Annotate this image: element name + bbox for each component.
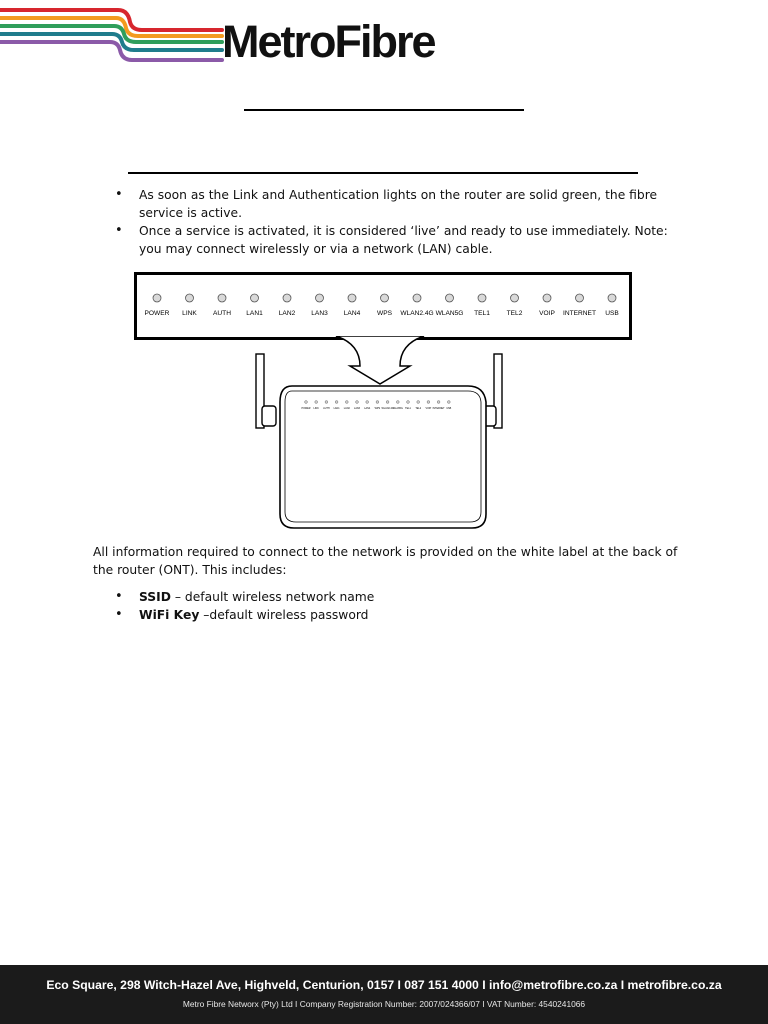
list-item-ssid: • SSID – default wireless network name bbox=[139, 588, 639, 606]
router-led-label: WLAN5G bbox=[392, 407, 403, 410]
led-power-indicator bbox=[153, 294, 161, 302]
led-lan1-indicator bbox=[251, 294, 259, 302]
title-rule bbox=[244, 109, 524, 111]
logo-wordmark: MetroFibre bbox=[222, 16, 435, 67]
router-led-label: LINK bbox=[313, 407, 319, 410]
led-wps-indicator bbox=[381, 294, 389, 302]
led-label: WLAN5G bbox=[435, 310, 464, 317]
router-led-label: INTERNET bbox=[432, 407, 445, 410]
led-voip-indicator bbox=[543, 294, 551, 302]
led-label: LAN4 bbox=[343, 310, 361, 317]
list-item: • Once a service is activated, it is considered ‘live’ and ready to use immediately. Note: you may connect wirelessly or via a network (LAN) cable. bbox=[139, 222, 679, 258]
router-led-label: LAN1 bbox=[333, 407, 340, 410]
list-item-wifi-key: • WiFi Key –default wireless password bbox=[139, 606, 639, 624]
led-lan2-indicator bbox=[283, 294, 291, 302]
led-panel-diagram bbox=[137, 275, 629, 337]
led-tel2-indicator bbox=[511, 294, 519, 302]
router-led-dot bbox=[407, 401, 410, 404]
router-led-label: WPS bbox=[374, 407, 381, 410]
term-wifi-key: WiFi Key bbox=[139, 608, 200, 622]
router-led-label: LAN2 bbox=[343, 407, 350, 410]
router-led-dot bbox=[315, 401, 318, 404]
router-led-dot bbox=[325, 401, 328, 404]
led-label: POWER bbox=[144, 310, 170, 317]
led-lan3-indicator bbox=[316, 294, 324, 302]
router-led-dot bbox=[376, 401, 379, 404]
router-led-label: LAN4 bbox=[364, 407, 371, 410]
router-led-label: TEL2 bbox=[415, 407, 422, 410]
led-label: INTERNET bbox=[563, 310, 596, 317]
led-wlan24g-indicator bbox=[413, 294, 421, 302]
router-led-label: VOIP bbox=[425, 407, 432, 410]
credentials-list bbox=[139, 588, 639, 624]
led-label: WLAN2.4G bbox=[400, 310, 434, 317]
router-led-dot bbox=[427, 401, 430, 404]
led-link-indicator bbox=[186, 294, 194, 302]
footer-contact-line: Eco Square, 298 Witch-Hazel Ave, Highveld, Centurion, 0157 I 087 151 4000 I info@metrofibre.co.za I metrofibre.co.za bbox=[46, 978, 722, 992]
led-label: USB bbox=[605, 310, 619, 317]
router-led-label: TEL1 bbox=[405, 407, 411, 410]
list-item: • As soon as the Link and Authentication lights on the router are solid green, the fibre service is active. bbox=[139, 186, 679, 222]
router-led-label: WLAN2.4G bbox=[381, 407, 394, 410]
section-rule bbox=[128, 172, 638, 174]
page-header bbox=[0, 0, 768, 72]
router-led-dot bbox=[335, 401, 338, 404]
router-led-dot bbox=[345, 401, 348, 404]
led-internet-indicator bbox=[576, 294, 584, 302]
router-led-label: USB bbox=[446, 407, 452, 410]
led-label: TEL1 bbox=[474, 310, 490, 317]
led-tel1-indicator bbox=[478, 294, 486, 302]
router-led-dot bbox=[417, 401, 420, 404]
router-led-dot bbox=[386, 401, 389, 404]
router-illustration bbox=[240, 336, 530, 536]
led-auth-indicator bbox=[218, 294, 226, 302]
term-ssid: SSID bbox=[139, 590, 171, 604]
router-led-label: LAN3 bbox=[354, 407, 360, 410]
router-led-dot bbox=[437, 401, 440, 404]
desc-ssid: default wireless network name bbox=[184, 590, 375, 604]
desc-wifi-key: default wireless password bbox=[209, 608, 369, 622]
led-label: VOIP bbox=[539, 310, 555, 317]
footer-company-line: Metro Fibre Networx (Pty) Ltd I Company Registration Number: 2007/024366/07 I VAT Number: 4540241066 bbox=[182, 999, 586, 1009]
logo-stripes-graphic bbox=[0, 0, 225, 70]
led-label: WPS bbox=[376, 310, 393, 317]
info-paragraph: All information required to connect to the network is provided on the white label at the back of the router (ONT). This includes: bbox=[93, 545, 678, 577]
led-label: AUTH bbox=[213, 310, 231, 317]
router-led-dot bbox=[447, 401, 450, 404]
led-label: LAN2 bbox=[278, 310, 296, 317]
activation-list bbox=[139, 186, 679, 258]
led-wlan5g-indicator bbox=[446, 294, 454, 302]
led-lan4-indicator bbox=[348, 294, 356, 302]
led-label: LAN3 bbox=[311, 310, 328, 317]
router-led-label: AUTH bbox=[323, 407, 330, 410]
led-label: LINK bbox=[182, 310, 197, 317]
pointer-arrow-icon bbox=[336, 336, 424, 384]
led-label: LAN1 bbox=[246, 310, 263, 317]
router-led-dot bbox=[305, 401, 308, 404]
led-indicator-panel bbox=[134, 272, 632, 340]
router-led-dot bbox=[366, 401, 369, 404]
page-footer bbox=[0, 965, 768, 1024]
router-led-label: POWER bbox=[301, 407, 311, 410]
router-led-dot bbox=[396, 401, 399, 404]
router-led-dot bbox=[356, 401, 359, 404]
led-usb-indicator bbox=[608, 294, 616, 302]
led-label: TEL2 bbox=[506, 310, 523, 317]
